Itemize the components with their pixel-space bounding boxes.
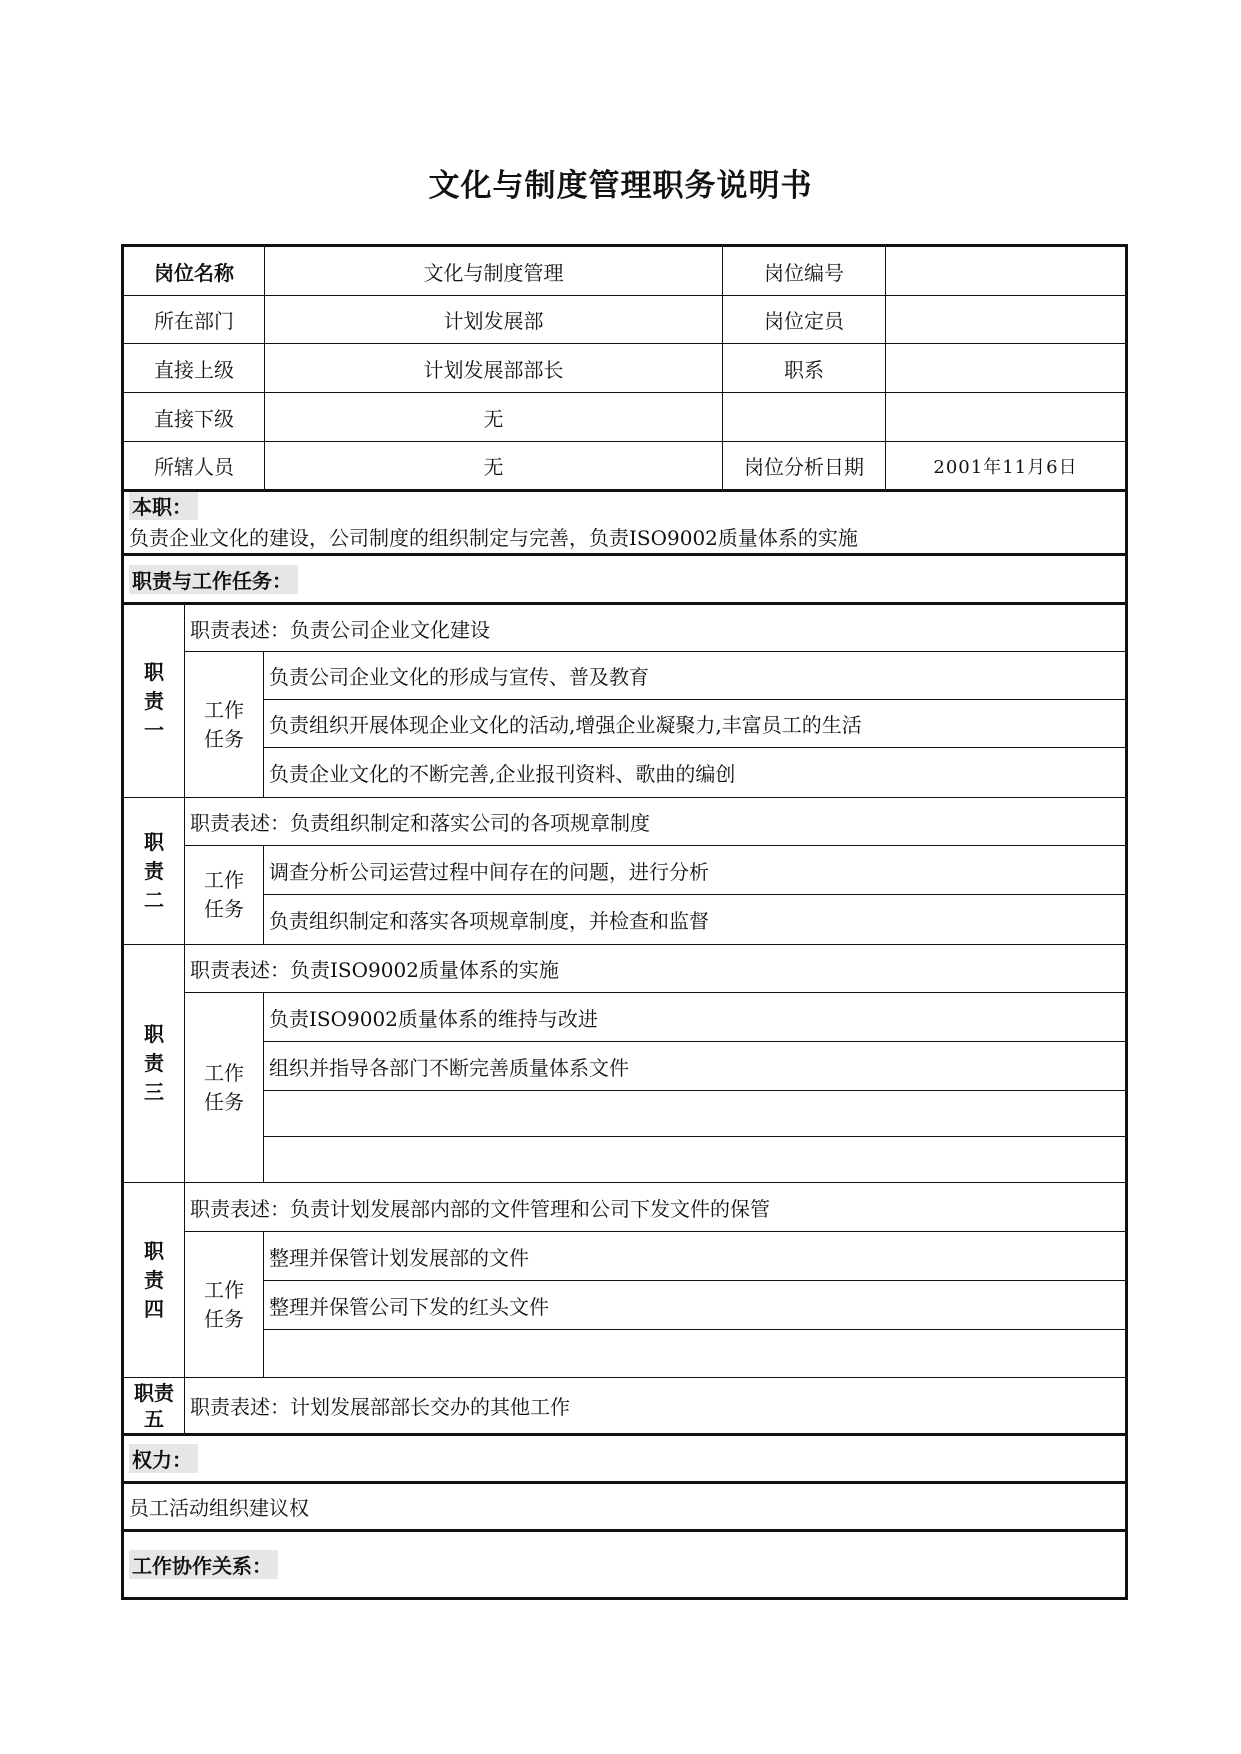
- duty-1-description: 职责表述：负责公司企业文化建设: [190, 617, 490, 642]
- duty-5-label: 职责 五: [134, 1380, 174, 1431]
- duty-4-label: 职 责 四: [144, 1238, 164, 1321]
- duties-header-row: [124, 556, 1125, 602]
- duty-3-task-2: 组织并指导各部门不断完善质量体系文件: [269, 1055, 629, 1080]
- analysis-date-label: 岗位分析日期: [744, 455, 864, 479]
- duty-3-description: 职责表述：负责ISO9002质量体系的实施: [190, 958, 559, 982]
- job-family-value: [886, 344, 1125, 392]
- department-label: 所在部门: [154, 309, 234, 333]
- duty-1-label: 职 责 一: [144, 659, 164, 742]
- staff-value: 无: [483, 455, 504, 479]
- position-code-value: [886, 247, 1125, 295]
- department-value: 计划发展部: [443, 309, 544, 333]
- position-name-label: 岗位名称: [154, 260, 234, 285]
- duty-1-task-label: 工作 任务: [204, 697, 244, 751]
- authority-label: 权力：: [129, 1444, 198, 1473]
- authority-text: 员工活动组织建议权: [129, 1496, 309, 1520]
- duty-1-task-3: 负责企业文化的不断完善,企业报刊资料、歌曲的编创: [269, 762, 736, 786]
- duty-4-task-3: [264, 1330, 1125, 1377]
- staff-label: 所辖人员: [154, 455, 234, 479]
- job-description-table: [121, 244, 1128, 1600]
- position-name-value: 文化与制度管理: [423, 260, 564, 285]
- duty-3-task-label: 工作 任务: [204, 1060, 244, 1114]
- subordinate-label: 直接下级: [154, 406, 234, 431]
- duty-2-description: 职责表述：负责组织制定和落实公司的各项规章制度: [190, 811, 650, 835]
- duty-1-task-1: 负责公司企业文化的形成与宣传、普及教育: [269, 665, 649, 689]
- headcount-value: [886, 296, 1125, 343]
- duty-3-label: 职 责 三: [144, 1022, 164, 1104]
- superior-label: 直接上级: [154, 357, 234, 382]
- duties-header: 职责与工作任务：: [129, 565, 298, 594]
- document-title: 文化与制度管理职务说明书: [428, 168, 813, 204]
- summary-label: 本职：: [129, 492, 198, 520]
- summary-text: 负责企业文化的建设，公司制度的组织制定与完善，负责ISO9002质量体系的实施: [129, 526, 858, 550]
- duty-2-task-2: 负责组织制定和落实各项规章制度，并检查和监督: [269, 909, 709, 933]
- headcount-label: 岗位定员: [764, 309, 844, 333]
- duty-5-description: 职责表述：计划发展部部长交办的其他工作: [190, 1395, 570, 1419]
- authority-label-row: [124, 1436, 1125, 1481]
- superior-value: 计划发展部部长: [423, 357, 564, 382]
- summary-label-row: [124, 492, 1125, 520]
- duty-3-task-1: 负责ISO9002质量体系的维持与改进: [269, 1006, 598, 1031]
- duty-4-task-2: 整理并保管公司下发的红头文件: [269, 1294, 549, 1319]
- job-family-label: 职系: [784, 357, 824, 382]
- position-code-label: 岗位编号: [764, 260, 844, 285]
- duty-4-description: 职责表述：负责计划发展部内部的文件管理和公司下发文件的保管: [190, 1196, 770, 1221]
- duty-3-task-4: [264, 1137, 1125, 1182]
- analysis-date-value: 2001年11月6日: [933, 456, 1078, 478]
- cooperation-label-row: [124, 1532, 1125, 1597]
- cooperation-label: 工作协作关系：: [129, 1550, 278, 1579]
- duty-2-label: 职 责 二: [144, 829, 164, 912]
- subordinate-value: 无: [483, 406, 504, 431]
- duty-3-task-3: [264, 1091, 1125, 1136]
- duty-2-task-1: 调查分析公司运营过程中间存在的问题，进行分析: [269, 859, 709, 884]
- duty-4-task-1: 整理并保管计划发展部的文件: [269, 1245, 529, 1270]
- duty-2-task-label: 工作 任务: [204, 868, 244, 921]
- duty-4-task-label: 工作 任务: [204, 1277, 244, 1331]
- duty-1-task-2: 负责组织开展体现企业文化的活动,增强企业凝聚力,丰富员工的生活: [269, 713, 862, 737]
